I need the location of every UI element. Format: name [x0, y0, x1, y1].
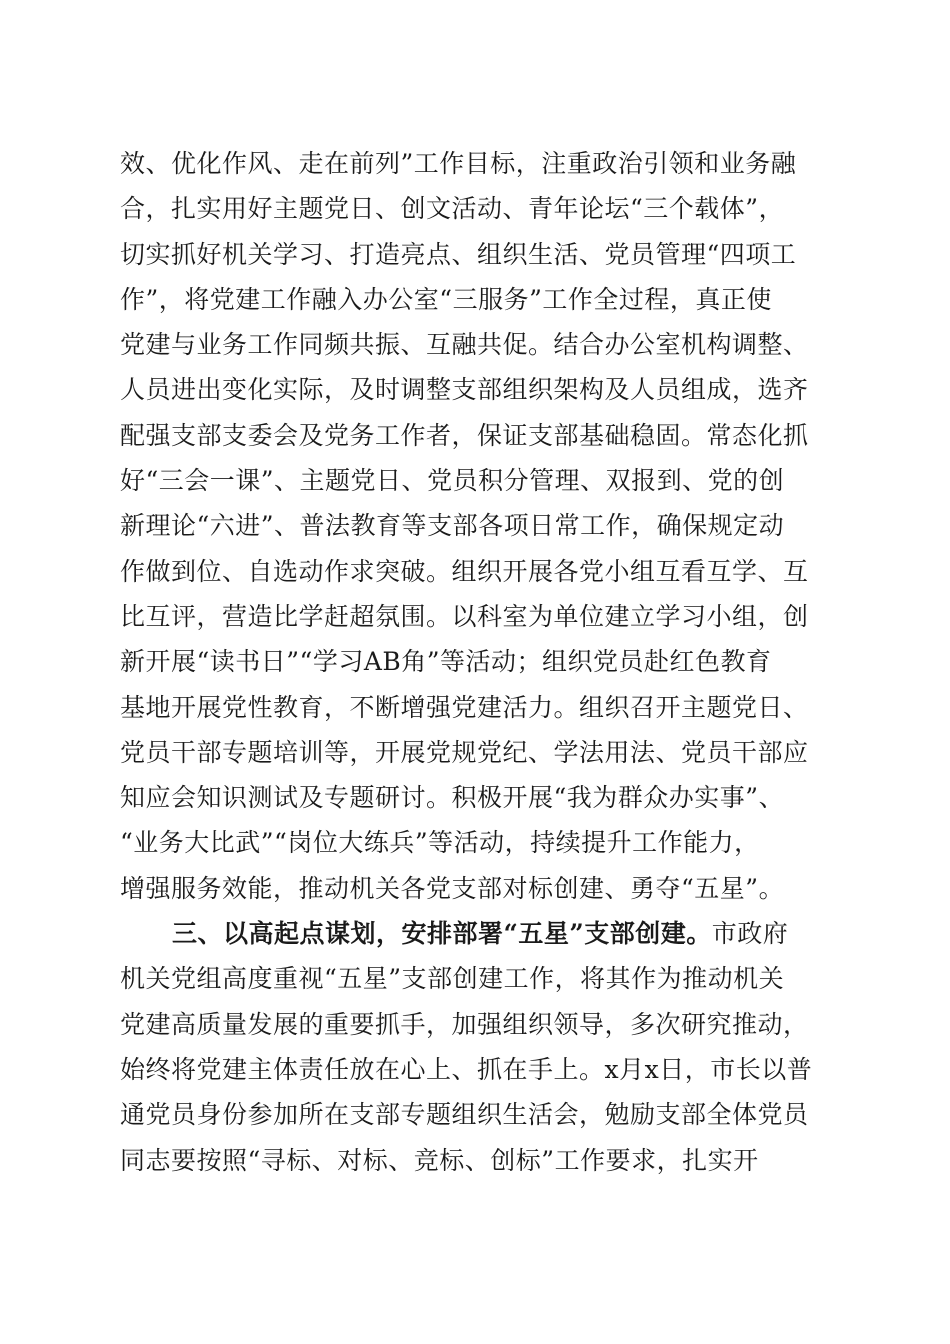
- text-line: 知应会知识测试及专题研讨。积极开展“我为群众办实事”、: [120, 783, 785, 813]
- text-line: 党建与业务工作同频共振、互融共促。结合办公室机构调整、: [120, 330, 809, 360]
- text-line: 作”，将党建工作融入办公室“三服务”工作全过程，真正使: [120, 284, 772, 314]
- text-line: 合，扎实用好主题党日、创文活动、青年论坛“三个载体”，: [120, 194, 785, 224]
- section-heading-line: [120, 911, 830, 956]
- text-line: “业务大比武”“岗位大练兵”等活动，持续提升工作能力，: [120, 828, 760, 858]
- text-line: 新理论“六进”、普法教育等支部各项日常工作，确保规定动: [120, 511, 785, 541]
- text-line: 比互评，营造比学赶超氛围。以科室为单位建立学习小组，创: [120, 601, 809, 631]
- section-heading: 三、以高起点谋划，安排部署“五星”支部创建。: [172, 919, 712, 949]
- text-line: 基地开展党性教育，不断增强党建活力。组织召开主题党日、: [120, 692, 809, 722]
- text-line: 作做到位、自选动作求突破。组织开展各党小组互看互学、互: [120, 556, 809, 586]
- text-line: 配强支部支委会及党务工作者，保证支部基础稳固。常态化抓: [120, 420, 809, 450]
- body-text: [120, 141, 830, 1183]
- text-line: 同志要按照“寻标、对标、竞标、创标”工作要求，扎实开: [120, 1145, 759, 1175]
- text-line: 始终将党建主体责任放在心上、抓在手上。x月x日，市长以普: [120, 1054, 813, 1084]
- text-line: 效、优化作风、走在前列”工作目标，注重政治引领和业务融: [120, 149, 797, 178]
- text-line: 新开展“读书日”“学习AB角”等活动；组织党员赴红色教育: [120, 647, 772, 677]
- section-heading-tail: 市政府: [711, 919, 789, 949]
- text-line: 好“三会一课”、主题党日、党员积分管理、双报到、党的创: [120, 466, 785, 496]
- text-line: 增强服务效能，推动机关各党支部对标创建、勇夺“五星”。: [120, 873, 785, 903]
- text-line: 人员进出变化实际，及时调整支部组织架构及人员组成，选齐: [120, 375, 809, 405]
- text-line: 通党员身份参加所在支部专题组织生活会，勉励支部全体党员: [120, 1100, 809, 1130]
- text-line: 党建高质量发展的重要抓手，加强组织领导，多次研究推动，: [120, 1009, 809, 1039]
- text-line: 切实抓好机关学习、打造亮点、组织生活、党员管理“四项工: [120, 239, 797, 269]
- text-line: 机关党组高度重视“五星”支部创建工作，将其作为推动机关: [120, 964, 785, 994]
- text-line: 党员干部专题培训等，开展党规党纪、学法用法、党员干部应: [120, 737, 809, 767]
